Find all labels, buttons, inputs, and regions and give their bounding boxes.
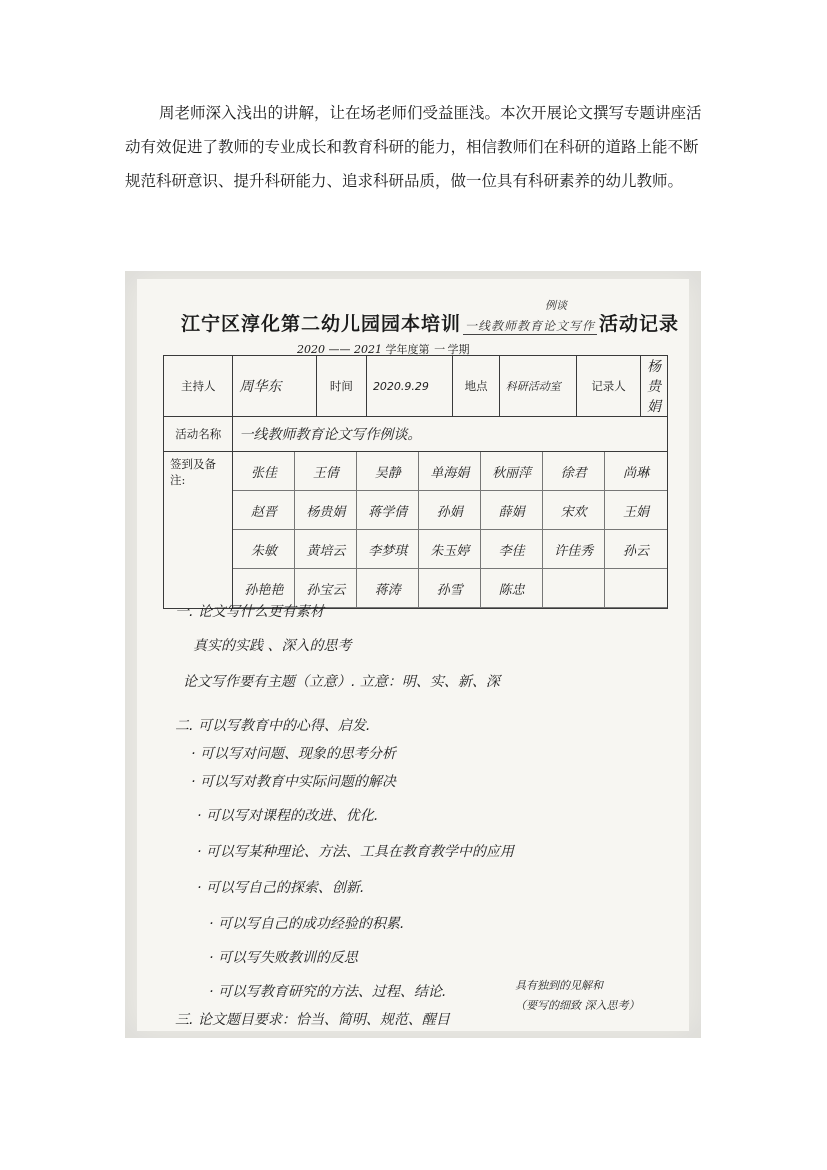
title-suffix: 活动记录 xyxy=(599,313,680,335)
signature-cell: 朱敏 xyxy=(233,530,295,569)
signature-cell: 孙宝云 xyxy=(295,569,357,608)
recorder-value: 杨贵娟 xyxy=(641,356,668,417)
activity-label: 活动名称 xyxy=(164,417,233,452)
note-line: 一. 论文写什么更有素材 xyxy=(175,604,324,620)
signature-cell: 宋欢 xyxy=(543,491,605,530)
signin-label: 签到及备注: xyxy=(164,452,233,609)
activity-record-photo xyxy=(125,271,701,1038)
activity-row xyxy=(164,417,668,452)
time-label: 时间 xyxy=(316,356,366,417)
signature-cell: 王倩 xyxy=(295,452,357,491)
note-line: · 可以写失败教训的反思 xyxy=(209,950,358,966)
note-line: 真实的实践 、深入的思考 xyxy=(193,638,352,654)
title-topic: 一线教师教育论文写作 xyxy=(465,319,596,333)
record-table xyxy=(163,355,668,609)
signature-grid xyxy=(233,452,667,608)
signature-cell: 黄培云 xyxy=(295,530,357,569)
signature-cell: 张佳 xyxy=(233,452,295,491)
signature-cell: 蒋涛 xyxy=(357,569,419,608)
note-line: 二. 可以写教育中的心得、启发. xyxy=(175,718,371,734)
intro-paragraph: 周老师深入浅出的讲解，让在场老师们受益匪浅。本次开展论文撰写专题讲座活动有效促进了教师的专业成长和教育科研的能力，相信教师们在科研的道路上能不断规范科研意识、提升科研能力、追求科研品质，做一位具有科研素养的幼儿教师。 xyxy=(125,104,702,190)
title-prefix: 江宁区淳化第二幼儿园园本培训 xyxy=(181,313,462,335)
signature-cell: 许佳秀 xyxy=(543,530,605,569)
place-value: 科研活动室 xyxy=(499,356,576,417)
signature-cell: 朱玉婷 xyxy=(419,530,481,569)
signature-cell xyxy=(543,569,605,608)
semester-mid: 学年度第 xyxy=(385,343,430,356)
signature-cell xyxy=(605,569,667,608)
semester-term: 一 xyxy=(433,343,444,356)
note-line: · 可以写教育研究的方法、过程、结论. xyxy=(209,984,447,1000)
note-aside-2: （要写的细致 深入思考） xyxy=(515,999,640,1012)
note-line: · 可以写自己的成功经验的积累. xyxy=(209,916,405,932)
note-line: · 可以写自己的探索、创新. xyxy=(197,880,365,896)
signature-cell: 赵晋 xyxy=(233,491,295,530)
signature-cell: 孙娟 xyxy=(419,491,481,530)
signature-cell: 孙艳艳 xyxy=(233,569,295,608)
semester-start: 2020 xyxy=(297,343,325,356)
signature-cell: 王娟 xyxy=(605,491,667,530)
signature-cell: 李佳 xyxy=(481,530,543,569)
signin-row xyxy=(164,452,668,609)
title-topic-superscript: 例谈 xyxy=(545,299,567,312)
note-line: · 可以写对问题、现象的思考分析 xyxy=(191,746,396,762)
signature-cell: 徐君 xyxy=(543,452,605,491)
signature-area xyxy=(233,452,668,609)
semester-tail: 学期 xyxy=(447,343,470,356)
note-line: 论文写作要有主题（立意）. 立意：明、实、新、深 xyxy=(183,674,500,690)
note-line: · 可以写对课程的改进、优化. xyxy=(197,808,379,824)
signature-cell: 尚琳 xyxy=(605,452,667,491)
semester-dash: —— xyxy=(328,343,351,356)
record-sheet xyxy=(137,279,689,1031)
semester-end: 2021 xyxy=(354,343,382,356)
note-line: · 可以写某种理论、方法、工具在教育教学中的应用 xyxy=(197,844,514,860)
signature-cell: 薛娟 xyxy=(481,491,543,530)
signature-cell: 陈忠 xyxy=(481,569,543,608)
activity-value: 一线教师教育论文写作例谈。 xyxy=(233,417,668,452)
signature-cell: 吴静 xyxy=(357,452,419,491)
header-row xyxy=(164,356,668,417)
host-value: 周华东 xyxy=(233,356,316,417)
record-title xyxy=(181,309,679,336)
signature-cell: 孙云 xyxy=(605,530,667,569)
signature-cell: 孙雪 xyxy=(419,569,481,608)
signature-cell: 李梦琪 xyxy=(357,530,419,569)
signature-cell: 秋丽萍 xyxy=(481,452,543,491)
note-line: · 可以写对教育中实际问题的解决 xyxy=(191,774,396,790)
note-aside-1: 具有独到的见解和 xyxy=(515,979,603,992)
host-label: 主持人 xyxy=(164,356,233,417)
signature-cell: 杨贵娟 xyxy=(295,491,357,530)
note-line: 三. 论文题目要求：恰当、简明、规范、醒目 xyxy=(175,1012,450,1028)
signature-cell: 蒋学倩 xyxy=(357,491,419,530)
place-label: 地点 xyxy=(453,356,499,417)
signature-cell: 单海娟 xyxy=(419,452,481,491)
recorder-label: 记录人 xyxy=(577,356,641,417)
time-value: 2020.9.29 xyxy=(366,356,452,417)
